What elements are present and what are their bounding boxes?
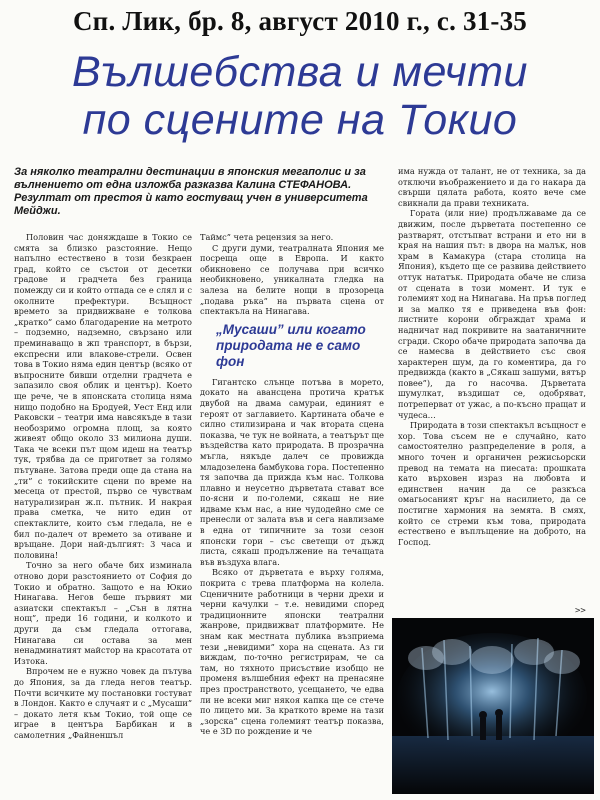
paragraph: Природата в този спектакъл всъщност е хор. Това съсем не е случайно, като самостоятелно разпределение в роля, а много точен и органичен режисьорски превод на темата на пиесата: прошката като върховен израз на любовта и единствен начин да се разкъса омагьосаният кръг на насилието, да се постигне хармония на земята. В смях, който се стреми към това, природата естествено е въплъщение на доброто, на Господ. bbox=[398, 420, 586, 547]
subheading: „Мусаши” или когато природата не е само фон bbox=[216, 322, 366, 369]
stage-photo-image bbox=[392, 618, 594, 794]
paragraph: Всяко от дърветата е върху голяма, покрита с трева платформа на колела. Сценичните работници в черни дрехи и черни качулки – т.е. невидими според традиционните японски театрални жанрове, придвижват платформите. Не знам как местната публика възприема тези „невидими” хора на сцената. Аз ги виждам, по-точно регистрирам, че са там, но тяхното присъствие изобщо не променя вълшебния ефект на пренасяне през пространството, усещането, че едва ли не всеки миг някоя капка ще се стече по лицето ми. За краткото време на тази „зорска” сцена големият театър показва, че е 3D по рождение и че bbox=[200, 567, 384, 737]
paragraph: С други думи, театралната Япония ме посреща още в Европа. И както обикновено се получава при всичко необикновено, уникалната гледка на залеза на белите нощи в прозореца „подава ръка” на първата сцена от спектакъла на Нинагава. bbox=[200, 242, 384, 317]
article-title bbox=[4, 48, 596, 144]
paragraph: има нужда от талант, не от техника, за да отключи въображението и да го накара да свърши цялата работа, която вече сме свикнали да прави техниката. bbox=[398, 166, 586, 208]
paragraph: Гората (или ние) продължаваме да се движим, после дърветата постепенно се разтварят, отстъпват встрани и ето ни в края на нашия път: в двора на малък, нов храм в Камакура (стара столица на Япония), където ще се развива действието оттук нататък. Природата обаче не слиза от сцената в този момент. И тук е големият ход на Нинагава. На пръв поглед и за малко тя е приведена във фон: листните корони обграждат храма и надничат над покривите на заатаничните сгради. Скоро обаче природата започва да се намесва в действието със своя характерен шум, да го коментира, да го предвижда (както в „Сякаш зашуми, вятър повее”), да го насочва. Дърветата шумулкат, въздишат се, одобряват, потреперват от ужас, а по-късно пращат и чудеса… bbox=[398, 208, 586, 420]
citation-header: Сп. Лик, бр. 8, август 2010 г., с. 31-35 bbox=[72, 6, 527, 36]
column-2 bbox=[200, 232, 384, 790]
continue-mark: >> bbox=[575, 606, 586, 616]
paragraph: Впрочем не е нужно човек да пътува до Япония, за да гледа негов театър. Почти всичките му постановки гостуват в Лондон. Както е случаят и с „Мусаши” – докато летя към Токио, той още се играе в центъра Барбикан и в самолетния „Файненшъл bbox=[14, 666, 192, 740]
stage-photo bbox=[392, 618, 594, 794]
column-1 bbox=[14, 232, 192, 794]
paragraph: Половин час доняждаше в Токио се смята за близко разстояние. Нещо напълно естествено в този безкраен град, който се състои от десетки градове и градчета без граница помежду си и който отпада се е слял и с околните префектури. Всъщност времето за придвижване е толкова „кратко” само благодарение на метрото – подземно, надземно, свързано или преминаващо в жп транспорт, в бързи, експресни или влакове-стрели. Освен това в Токио няма един център (всяко от въпросните бивши отделни градчета е запазило своя облик и център). Което ще рече, че в японската столица няма нищо подобно на Бродуей, Уест Енд или Раковски – театри има навсякъде в тази необозримо огромна площ, за която живеят общо около 33 милиона души. Така че всеки път щом идеш на театър тук, трябва да се пригответ за голямо пътуване. Затова преди още да стана на „ти” с токийските сцени по време на месеца от престой, първо се чувствам натурализиран ж.п. пътник. И накрая права сметка, че нито един от спектаклите, които съм гледала, не е бил по-далеч от времето за отиване и връщане. Дори най-дългият: 3 часа и половина! bbox=[14, 232, 192, 560]
column-3 bbox=[398, 166, 586, 598]
title-line-2: по сцените на Токио bbox=[82, 96, 518, 144]
title-line-1: Вълшебства и мечти bbox=[72, 48, 528, 96]
lead-paragraph: За няколко театрални дестинации в японския мегаполис и за вълнението от една изложба разказва Калина СТЕФАНОВА. Резултат от престоя ѝ като гостуващ учен в университета Мейджи. bbox=[14, 166, 368, 217]
paragraph: Таймс” чета рецензия за него. bbox=[200, 232, 334, 242]
paragraph: Точно за него обаче бих изминала отново дори разстоянието от София до Токио и обратно. Защото е на Юкио Нинагава. Негов беше първият ми азиатски спектакъл – „Сън в лятна нощ”, преди 16 години, и колкото и други да съм гледала оттогава, Нинагава си остава за мен ненадминатият майстор на красотата от Изтока. bbox=[14, 560, 192, 666]
paragraph: Гигантско слънце потъва в морето, докато на авансцена протича кратък двубой на двама самураи, единият е героят от заглавието. Картината обаче е силно стилизирана и чак втората сцена показва, че тук не войната, а театърът ще въздейства като природата. В прозрачна мъгла, някъде далеч се провижда младозелена бамбукова гора. Постепенно тя започва да прижда към нас. Толкова плавно и неусетно дърветата стават все по-ясни и по-големи, сякаш не ние идваме към нас, а ние чудодейно сме се пренесли от залата във и сега навлизаме в една от типичните за този сезон японски гори – със светещи от дъжд листа, сякаш продължение на течащата във въздуха влага. bbox=[200, 376, 384, 567]
